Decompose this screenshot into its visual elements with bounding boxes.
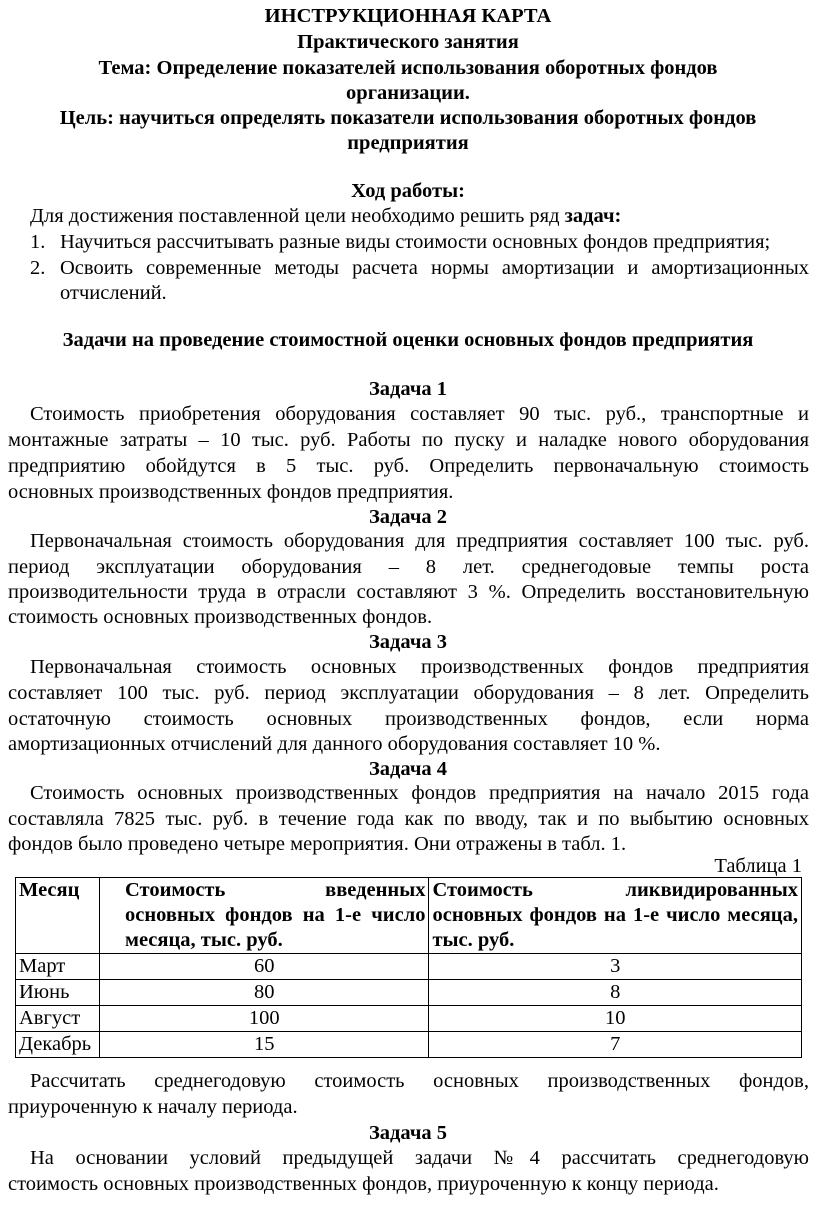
task-3-line-4: амортизационных отчислений для данного оборудования составляет 10 %. [8,733,661,755]
cell-liquidated: 3 [429,954,802,980]
data-table [15,877,802,1058]
task-1-line-4: основных производственных фондов предприятия. [8,481,454,503]
workflow-item-2-text-2: отчислений. [60,282,167,304]
cell-introduced: 100 [99,1006,428,1032]
cell-introduced: 15 [99,1032,428,1058]
task-1-line-2: монтажные затраты – 10 тыс. руб. Работы по пуску и наладке нового оборудования [8,429,809,451]
workflow-heading: Ход работы: [351,180,465,202]
cell-month: Июнь [16,980,100,1006]
cell-introduced: 80 [99,980,428,1006]
task-1-title: Задача 1 [368,378,448,400]
workflow-item-1-num: 1. [30,231,46,253]
task-4-after-line-1: Рассчитать среднегодовую стоимость основных производственных фондов, [30,1070,809,1092]
doc-title: ИНСТРУКЦИОННАЯ КАРТА [264,5,552,27]
cell-liquidated: 8 [429,980,802,1006]
task-2-line-3: производительности труда в отрасли составляют 3 %. Определить восстановительную [8,581,809,603]
workflow-intro [30,203,621,229]
task-5-line-1: На основании условий предыдущей задачи №4 рассчитать среднегодовую [30,1147,809,1169]
task-3-title: Задача 3 [368,631,448,653]
table-row [16,954,802,980]
header-liquidated: Стоимость ликвидированных основных фондов на 1-е число месяца, тыс. руб. [429,878,802,954]
task-2-line-1: Первоначальная стоимость оборудования для предприятия составляет 100 тыс. руб. [30,530,809,552]
table-header-row [16,878,802,954]
workflow-intro-text: Для достижения поставленной цели необходимо решить ряд [30,205,565,227]
cell-liquidated: 10 [429,1006,802,1032]
task-4-line-2: составляла 7825 тыс. руб. в течение года как по вводу, так и по выбытию основных [8,808,809,830]
task-4-title: Задача 4 [368,758,448,780]
task-2-title: Задача 2 [368,506,448,528]
header-month: Месяц [16,878,100,954]
cell-month: Декабрь [16,1032,100,1058]
task-5-line-2: стоимость основных производственных фондов, приуроченную к концу периода. [8,1173,719,1195]
task-3-line-3: остаточную стоимость основных производственных фондов, если норма [8,708,809,730]
task-2-line-4: стоимость основных производственных фондов. [8,606,433,628]
workflow-intro-bold: задач: [564,205,622,227]
goal-line-1: Цель: научиться определять показатели использования оборотных фондов [59,107,757,129]
theme-line-1: Тема: Определение показателей использования оборотных фондов [98,57,718,79]
cell-introduced: 60 [99,954,428,980]
cell-month: Март [16,954,100,980]
table-row [16,1006,802,1032]
task-1-line-3: предприятию обойдутся в 5 тыс. руб. Определить первоначальную стоимость [8,455,809,477]
workflow-item-2-num: 2. [30,257,46,279]
task-4-line-1: Стоимость основных производственных фондов предприятия на начало 2015 года [30,782,809,804]
theme-line-2: организации. [346,82,470,104]
task-3-line-1: Первоначальная стоимость основных производственных фондов предприятия [30,656,809,678]
table-row [16,980,802,1006]
task-1-line-1: Стоимость приобретения оборудования составляет 90 тыс. руб., транспортные и [30,403,809,425]
cell-liquidated: 7 [429,1032,802,1058]
task-5-title: Задача 5 [368,1122,448,1144]
workflow-item-2-text-1: Освоить современные методы расчета нормы амортизации и амортизационных [60,257,809,279]
cell-month: Август [16,1006,100,1032]
doc-subtitle: Практического занятия [297,31,519,53]
workflow-item-1-text: Научиться рассчитывать разные виды стоимости основных фондов предприятия; [60,231,771,253]
task-4-line-3: фондов было проведено четыре мероприятия. Они отражены в табл. 1. [8,833,627,855]
task-3-line-2: составляет 100 тыс. руб. период эксплуатации оборудования – 8 лет. Определить [8,682,809,704]
section-heading: Задачи на проведение стоимостной оценки основных фондов предприятия [62,329,754,351]
header-introduced: Стоимость введенных основных фондов на 1-е число месяца, тыс. руб. [99,878,428,954]
task-2-line-2: период эксплуатации оборудования – 8 лет. среднегодовые темпы роста [8,556,809,578]
task-4-after-line-2: приуроченную к началу периода. [8,1096,298,1118]
table-caption: Таблица 1 [714,855,802,877]
goal-line-2: предприятия [347,132,469,154]
table-row [16,1032,802,1058]
